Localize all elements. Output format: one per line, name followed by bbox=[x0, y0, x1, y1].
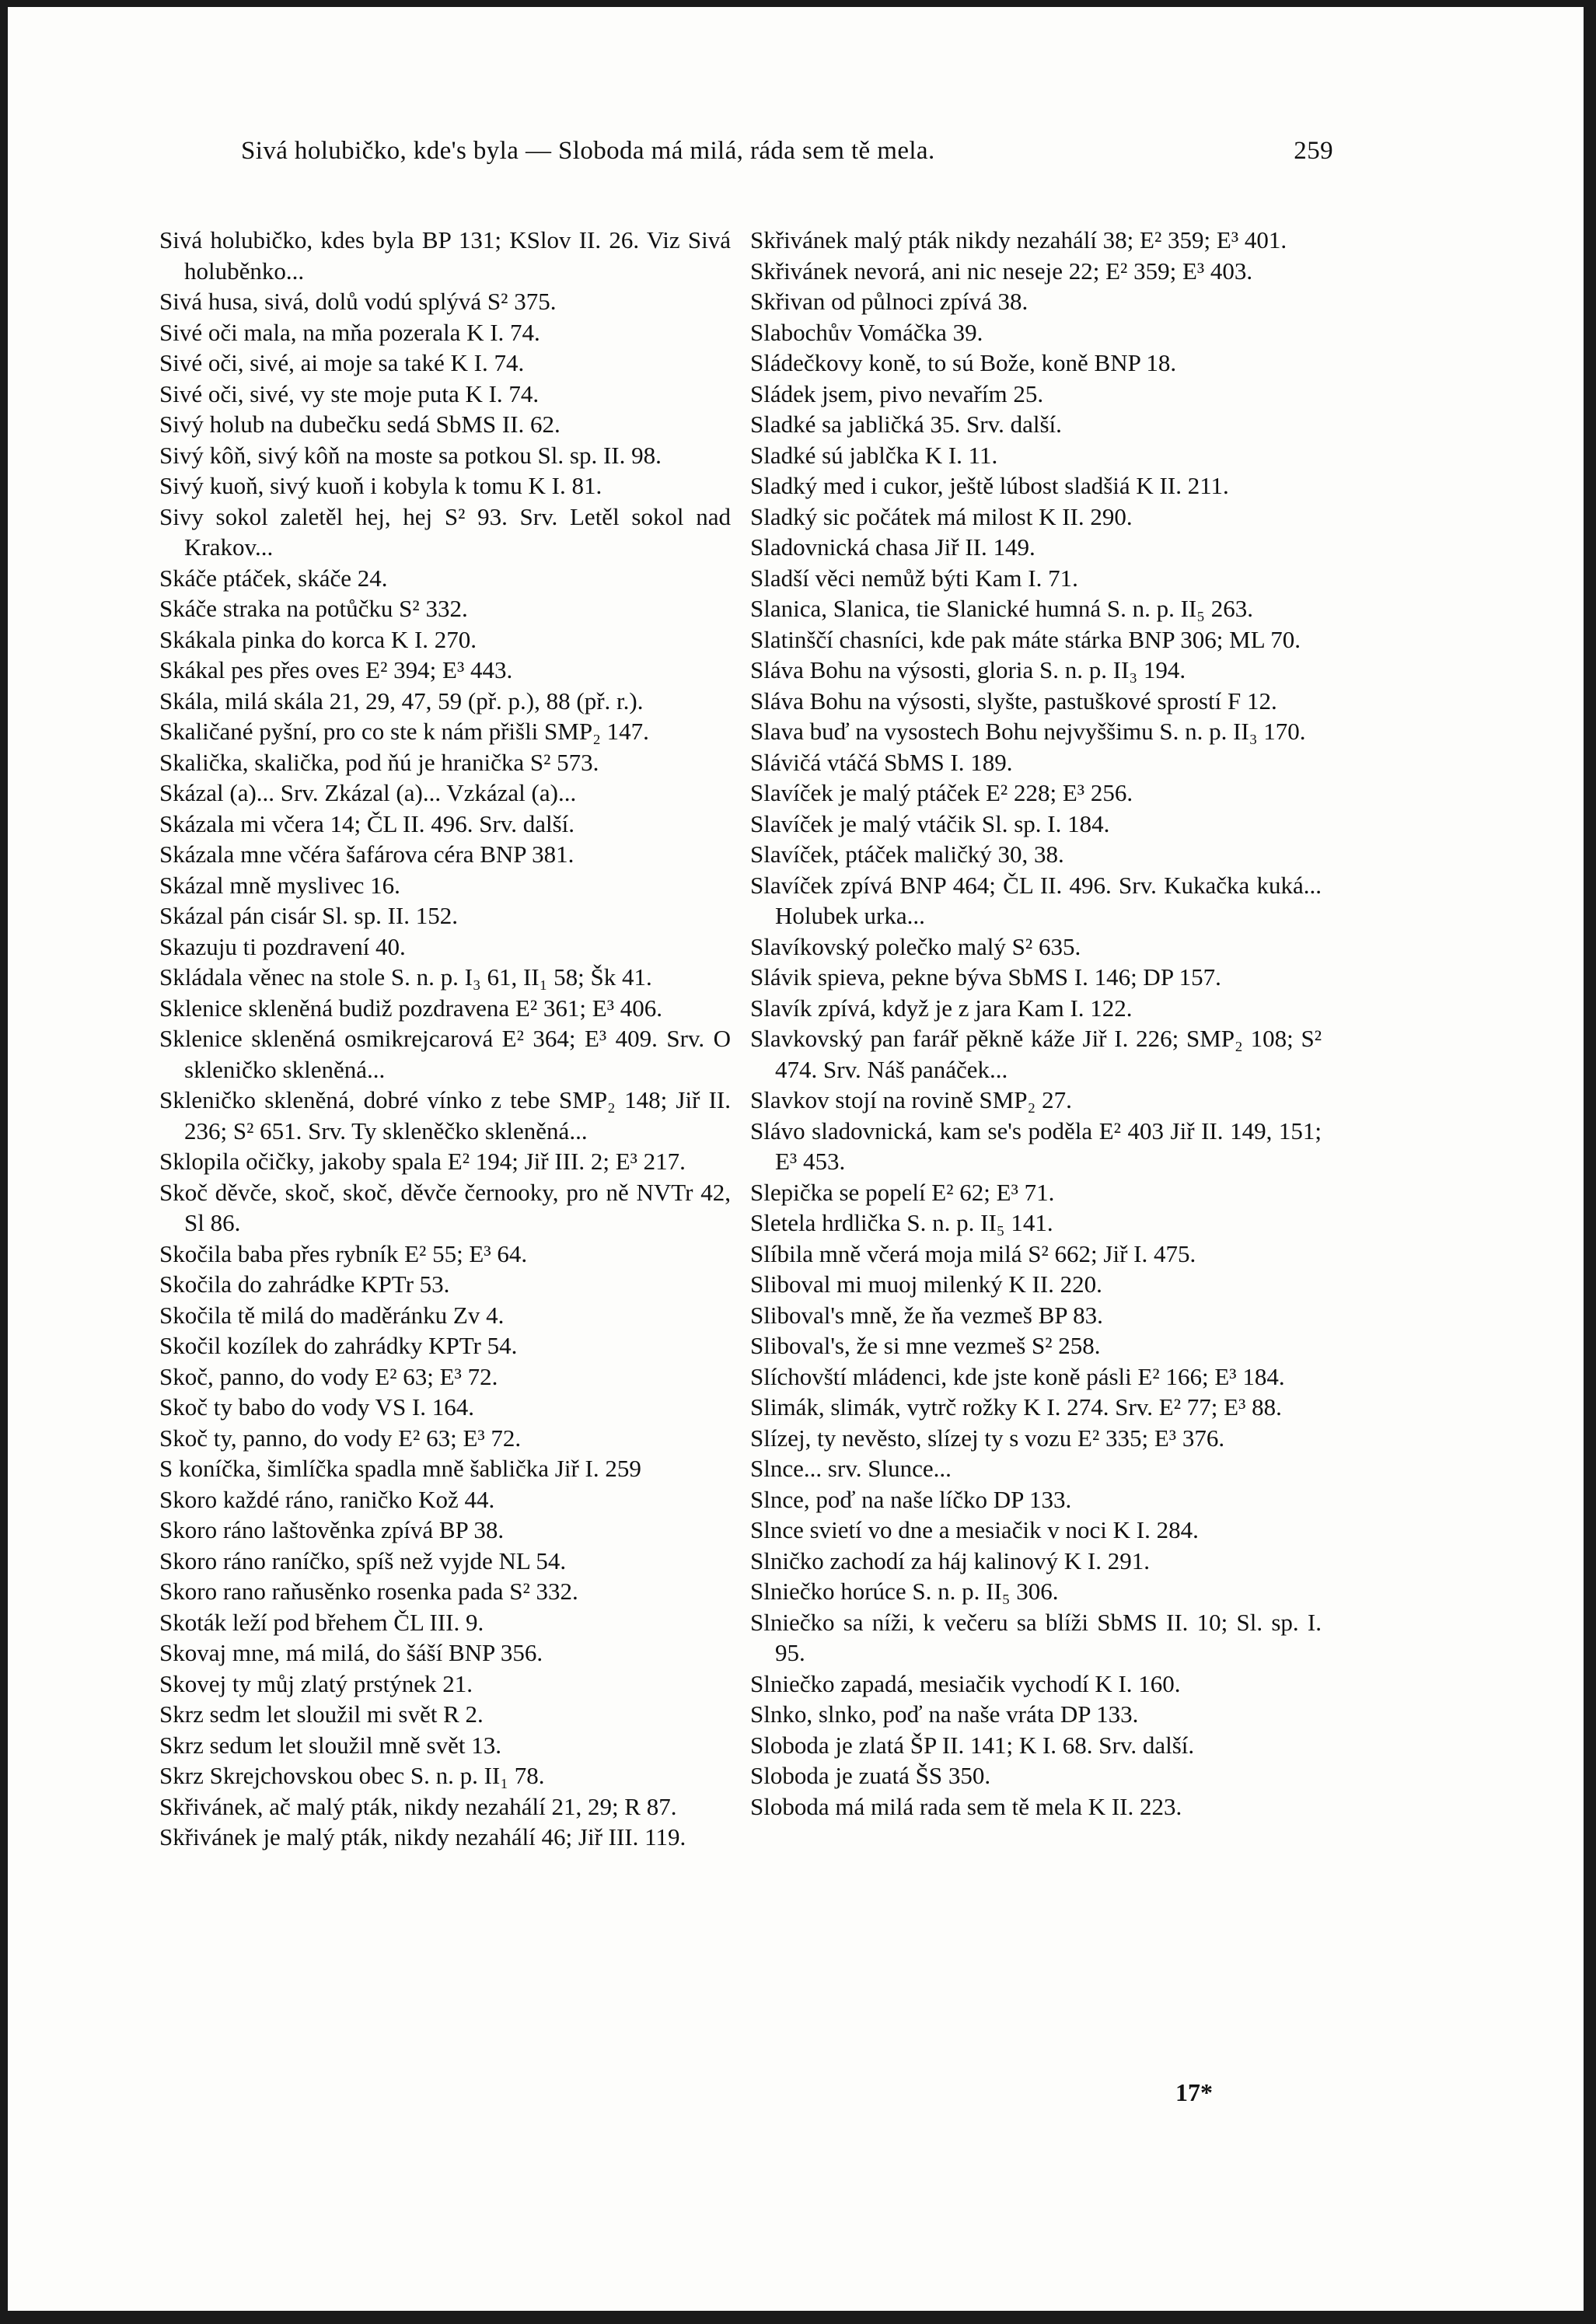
index-entry: Slavíček zpívá BNP 464; ČL II. 496. Srv. Kukačka kuká... Holubek urka... bbox=[750, 871, 1322, 929]
index-column-right bbox=[750, 225, 1322, 1822]
index-entry: Slniečko sa níži, k večeru sa blíži SbMS II. 10; Sl. sp. I. 95. bbox=[750, 1608, 1322, 1666]
index-entry: Skočila baba přes rybník E² 55; E³ 64. bbox=[159, 1239, 528, 1267]
index-entry: Sloboda má milá rada sem tě mela K II. 223. bbox=[750, 1792, 1182, 1820]
index-entry: Sladký med i cukor, ještě lúbost sladšiá K II. 211. bbox=[750, 472, 1229, 499]
index-entry: Skoro každé ráno, raničko Kož 44. bbox=[159, 1485, 495, 1513]
index-entry: Sláva Bohu na výsosti, slyšte, pastuškové sprostí F 12. bbox=[750, 687, 1277, 715]
index-entry: Sivá holubičko, kdes byla BP 131; KSlov II. 26. Viz Sivá holuběnko... bbox=[159, 226, 731, 285]
index-entry: Skřivánek malý pták nikdy nezahálí 38; E² 359; E³ 401. bbox=[750, 226, 1287, 253]
index-entry: Sivý kuoň, sivý kuoň i kobyla k tomu K I. 81. bbox=[159, 472, 602, 499]
index-entry: Skákala pinka do korca K I. 270. bbox=[159, 625, 477, 653]
index-entry: Slatinščí chasníci, kde pak máte stárka BNP 306; ML 70. bbox=[750, 625, 1301, 653]
index-entry: Skočil kozílek do zahrádky KPTr 54. bbox=[159, 1332, 518, 1359]
index-entry: Slavkov stojí na rovině SMP₂ 27. bbox=[750, 1086, 1072, 1113]
index-entry: Slavíček je malý vtáčik Sl. sp. I. 184. bbox=[750, 809, 1110, 837]
index-entry: Skoč ty babo do vody VS I. 164. bbox=[159, 1393, 475, 1421]
index-entry: Slniečko horúce S. n. p. II₅ 306. bbox=[750, 1578, 1059, 1605]
index-entry: Sklenice skleněná osmikrejcarová E² 364; E³ 409. Srv. O skleničko skleněná... bbox=[159, 1025, 731, 1083]
index-entry: Sliboval's, že si mne vezmeš S² 258. bbox=[750, 1332, 1101, 1359]
index-entry: Slávik spieva, pekne býva SbMS I. 146; DP 157. bbox=[750, 963, 1221, 991]
index-entry: Skázala mne včéra šafárova céra BNP 381. bbox=[159, 840, 574, 868]
index-entry: Skáče straka na potůčku S² 332. bbox=[159, 595, 468, 622]
index-entry: Sivé oči, sivé, vy ste moje puta K I. 74. bbox=[159, 379, 540, 407]
index-entry: Sladké sa jabličká 35. Srv. další. bbox=[750, 411, 1062, 438]
index-entry: Skřivan od půlnoci zpívá 38. bbox=[750, 288, 1028, 315]
index-entry: Skovej ty můj zlatý prstýnek 21. bbox=[159, 1669, 473, 1697]
index-entry: Skoč ty, panno, do vody E² 63; E³ 72. bbox=[159, 1424, 522, 1452]
index-entry: Skázal (a)... Srv. Zkázal (a)... Vzkázal (a)... bbox=[159, 779, 577, 806]
index-entry: Sládečkovy koně, to sú Bože, koně BNP 18. bbox=[750, 349, 1177, 376]
index-entry: Slíchovští mládenci, kde jste koně pásli E² 166; E³ 184. bbox=[750, 1362, 1285, 1390]
index-entry: Slnce svietí vo dne a mesiačik v noci K I. 284. bbox=[750, 1516, 1199, 1543]
index-entry: Skoro ráno raníčko, spíš než vyjde NL 54. bbox=[159, 1546, 567, 1574]
index-entry: Skalička, skalička, pod ňú je hranička S² 573. bbox=[159, 748, 599, 776]
index-entry: Sletela hrdlička S. n. p. II₅ 141. bbox=[750, 1209, 1053, 1236]
index-entry: Sivy sokol zaletěl hej, hej S² 93. Srv. Letěl sokol nad Krakov... bbox=[159, 502, 731, 561]
index-entry: Slnko, slnko, poď na naše vráta DP 133. bbox=[750, 1700, 1139, 1728]
index-entry: Slanica, Slanica, tie Slanické humná S. n. p. II₅ 263. bbox=[750, 595, 1254, 622]
index-entry: Sloboda je zlatá ŠP II. 141; K I. 68. Srv. další. bbox=[750, 1731, 1195, 1759]
index-entry: Skočila tě milá do maděránku Zv 4. bbox=[159, 1301, 505, 1329]
index-entry: Skázal pán cisár Sl. sp. II. 152. bbox=[159, 902, 458, 929]
index-entry: Skála, milá skála 21, 29, 47, 59 (př. p.), 88 (př. r.). bbox=[159, 687, 644, 715]
index-entry: Skovaj mne, má milá, do šáší BNP 356. bbox=[159, 1639, 543, 1666]
index-entry: Sladký sic počátek má milost K II. 290. bbox=[750, 502, 1133, 530]
index-entry: Skázal mně myslivec 16. bbox=[159, 871, 400, 899]
index-entry: Slávičá vtáčá SbMS I. 189. bbox=[750, 748, 1013, 776]
index-entry: Skáče ptáček, skáče 24. bbox=[159, 564, 388, 592]
index-entry: Skřivánek je malý pták, nikdy nezahálí 46; Jiř III. 119. bbox=[159, 1823, 686, 1850]
index-entry: Skrz sedm let sloužil mi svět R 2. bbox=[159, 1700, 484, 1728]
index-entry: Slavkovský pan farář pěkně káže Jiř I. 226; SMP₂ 108; S² 474. Srv. Náš panáček... bbox=[750, 1025, 1322, 1083]
page-number: 259 bbox=[1294, 137, 1333, 165]
index-entry: Slíbila mně včerá moja milá S² 662; Jiř I. 475. bbox=[750, 1239, 1196, 1267]
index-entry: Skoč děvče, skoč, skoč, děvče černooky, pro ně NVTr 42, Sl 86. bbox=[159, 1178, 731, 1236]
running-title: Sivá holubičko, kde's byla — Sloboda má milá, ráda sem tě mela. bbox=[241, 137, 935, 165]
index-entry: Slnce... srv. Slunce... bbox=[750, 1455, 952, 1482]
index-entry: Sladovnická chasa Jiř II. 149. bbox=[750, 533, 1035, 561]
index-entry: Slavík zpívá, když je z jara Kam I. 122. bbox=[750, 994, 1133, 1022]
index-entry: Sláva Bohu na výsosti, gloria S. n. p. II₃ 194. bbox=[750, 656, 1186, 683]
index-entry: Skákal pes přes oves E² 394; E³ 443. bbox=[159, 656, 513, 683]
index-entry: Slepička se popelí E² 62; E³ 71. bbox=[750, 1178, 1055, 1206]
index-entry: Slavíček je malý ptáček E² 228; E³ 256. bbox=[750, 779, 1133, 806]
index-entry: Skaličané pyšní, pro co ste k nám přišli SMP₂ 147. bbox=[159, 718, 649, 745]
index-entry: Skoták leží pod břehem ČL III. 9. bbox=[159, 1608, 484, 1636]
index-entry: S koníčka, šimlíčka spadla mně šablička Jiř I. 259 bbox=[159, 1455, 641, 1482]
index-entry: Skoro ráno laštověnka zpívá BP 38. bbox=[159, 1516, 505, 1543]
index-entry: Slízej, ty nevěsto, slízej ty s vozu E² 335; E³ 376. bbox=[750, 1424, 1225, 1452]
index-entry: Skřivánek nevorá, ani nic neseje 22; E² 359; E³ 403. bbox=[750, 257, 1253, 285]
index-entry: Skrz sedum let sloužil mně svět 13. bbox=[159, 1731, 501, 1759]
index-entry: Sládek jsem, pivo nevařím 25. bbox=[750, 379, 1044, 407]
index-entry: Skleničko skleněná, dobré vínko z tebe SMP₂ 148; Jiř II. 236; S² 651. Srv. Ty skleněčko skleněná... bbox=[159, 1086, 731, 1145]
index-entry: Skazuju ti pozdravení 40. bbox=[159, 932, 406, 960]
index-entry: Sivá husa, sivá, dolů vodú splývá S² 375. bbox=[159, 288, 557, 315]
index-entry: Sladší věci nemůž býti Kam I. 71. bbox=[750, 564, 1078, 592]
index-entry: Slnce, poď na naše líčko DP 133. bbox=[750, 1485, 1072, 1513]
index-entry: Skočila do zahrádke KPTr 53. bbox=[159, 1270, 450, 1298]
index-entry: Slava buď na vysostech Bohu nejvyššimu S. n. p. II₃ 170. bbox=[750, 718, 1306, 745]
page-header bbox=[241, 137, 1333, 166]
index-entry: Skřivánek, ač malý pták, nikdy nezahálí 21, 29; R 87. bbox=[159, 1792, 677, 1820]
index-entry: Sloboda je zuatá ŠS 350. bbox=[750, 1762, 991, 1789]
index-entry: Sliboval mi muoj milenký K II. 220. bbox=[750, 1270, 1102, 1298]
index-entry: Sladké sú jablčka K I. 11. bbox=[750, 441, 998, 469]
index-entry: Skoro rano raňusěnko rosenka pada S² 332. bbox=[159, 1578, 578, 1605]
index-entry: Sivé oči, sivé, ai moje sa také K I. 74. bbox=[159, 349, 525, 376]
index-column-left bbox=[159, 225, 731, 1853]
signature-mark: 17* bbox=[1175, 2078, 1213, 2106]
index-entry: Sivý kôň, sivý kôň na moste sa potkou Sl. sp. II. 98. bbox=[159, 441, 662, 469]
index-entry: Slavíček, ptáček maličký 30, 38. bbox=[750, 840, 1064, 868]
index-entry: Skrz Skrejchovskou obec S. n. p. II₁ 78. bbox=[159, 1762, 545, 1789]
index-entry: Slabochův Vomáčka 39. bbox=[750, 318, 983, 346]
index-entry: Sliboval's mně, že ňa vezmeš BP 83. bbox=[750, 1301, 1103, 1329]
index-entry: Slniečko zapadá, mesiačik vychodí K I. 160. bbox=[750, 1669, 1181, 1697]
index-entry: Slávo sladovnická, kam se's poděla E² 403 Jiř II. 149, 151; E³ 453. bbox=[750, 1117, 1322, 1175]
index-entry: Sivé oči mala, na mňa pozerala K I. 74. bbox=[159, 318, 540, 346]
index-entry: Skázala mi včera 14; ČL II. 496. Srv. další. bbox=[159, 809, 575, 837]
index-entry: Slavíkovský polečko malý S² 635. bbox=[750, 932, 1081, 960]
index-entry: Skládala věnec na stole S. n. p. I₃ 61, II₁ 58; Šk 41. bbox=[159, 963, 652, 991]
index-entry: Slimák, slimák, vytrč rožky K I. 274. Srv. E² 77; E³ 88. bbox=[750, 1393, 1282, 1421]
index-entry: Sklopila očičky, jakoby spala E² 194; Jiř III. 2; E³ 217. bbox=[159, 1148, 686, 1175]
index-entry: Skoč, panno, do vody E² 63; E³ 72. bbox=[159, 1362, 498, 1390]
index-entry: Slničko zachodí za háj kalinový K I. 291. bbox=[750, 1546, 1150, 1574]
index-entry: Sivý holub na dubečku sedá SbMS II. 62. bbox=[159, 411, 561, 438]
book-page bbox=[8, 7, 1584, 2311]
index-entry: Sklenice skleněná budiž pozdravena E² 361; E³ 406. bbox=[159, 994, 663, 1022]
